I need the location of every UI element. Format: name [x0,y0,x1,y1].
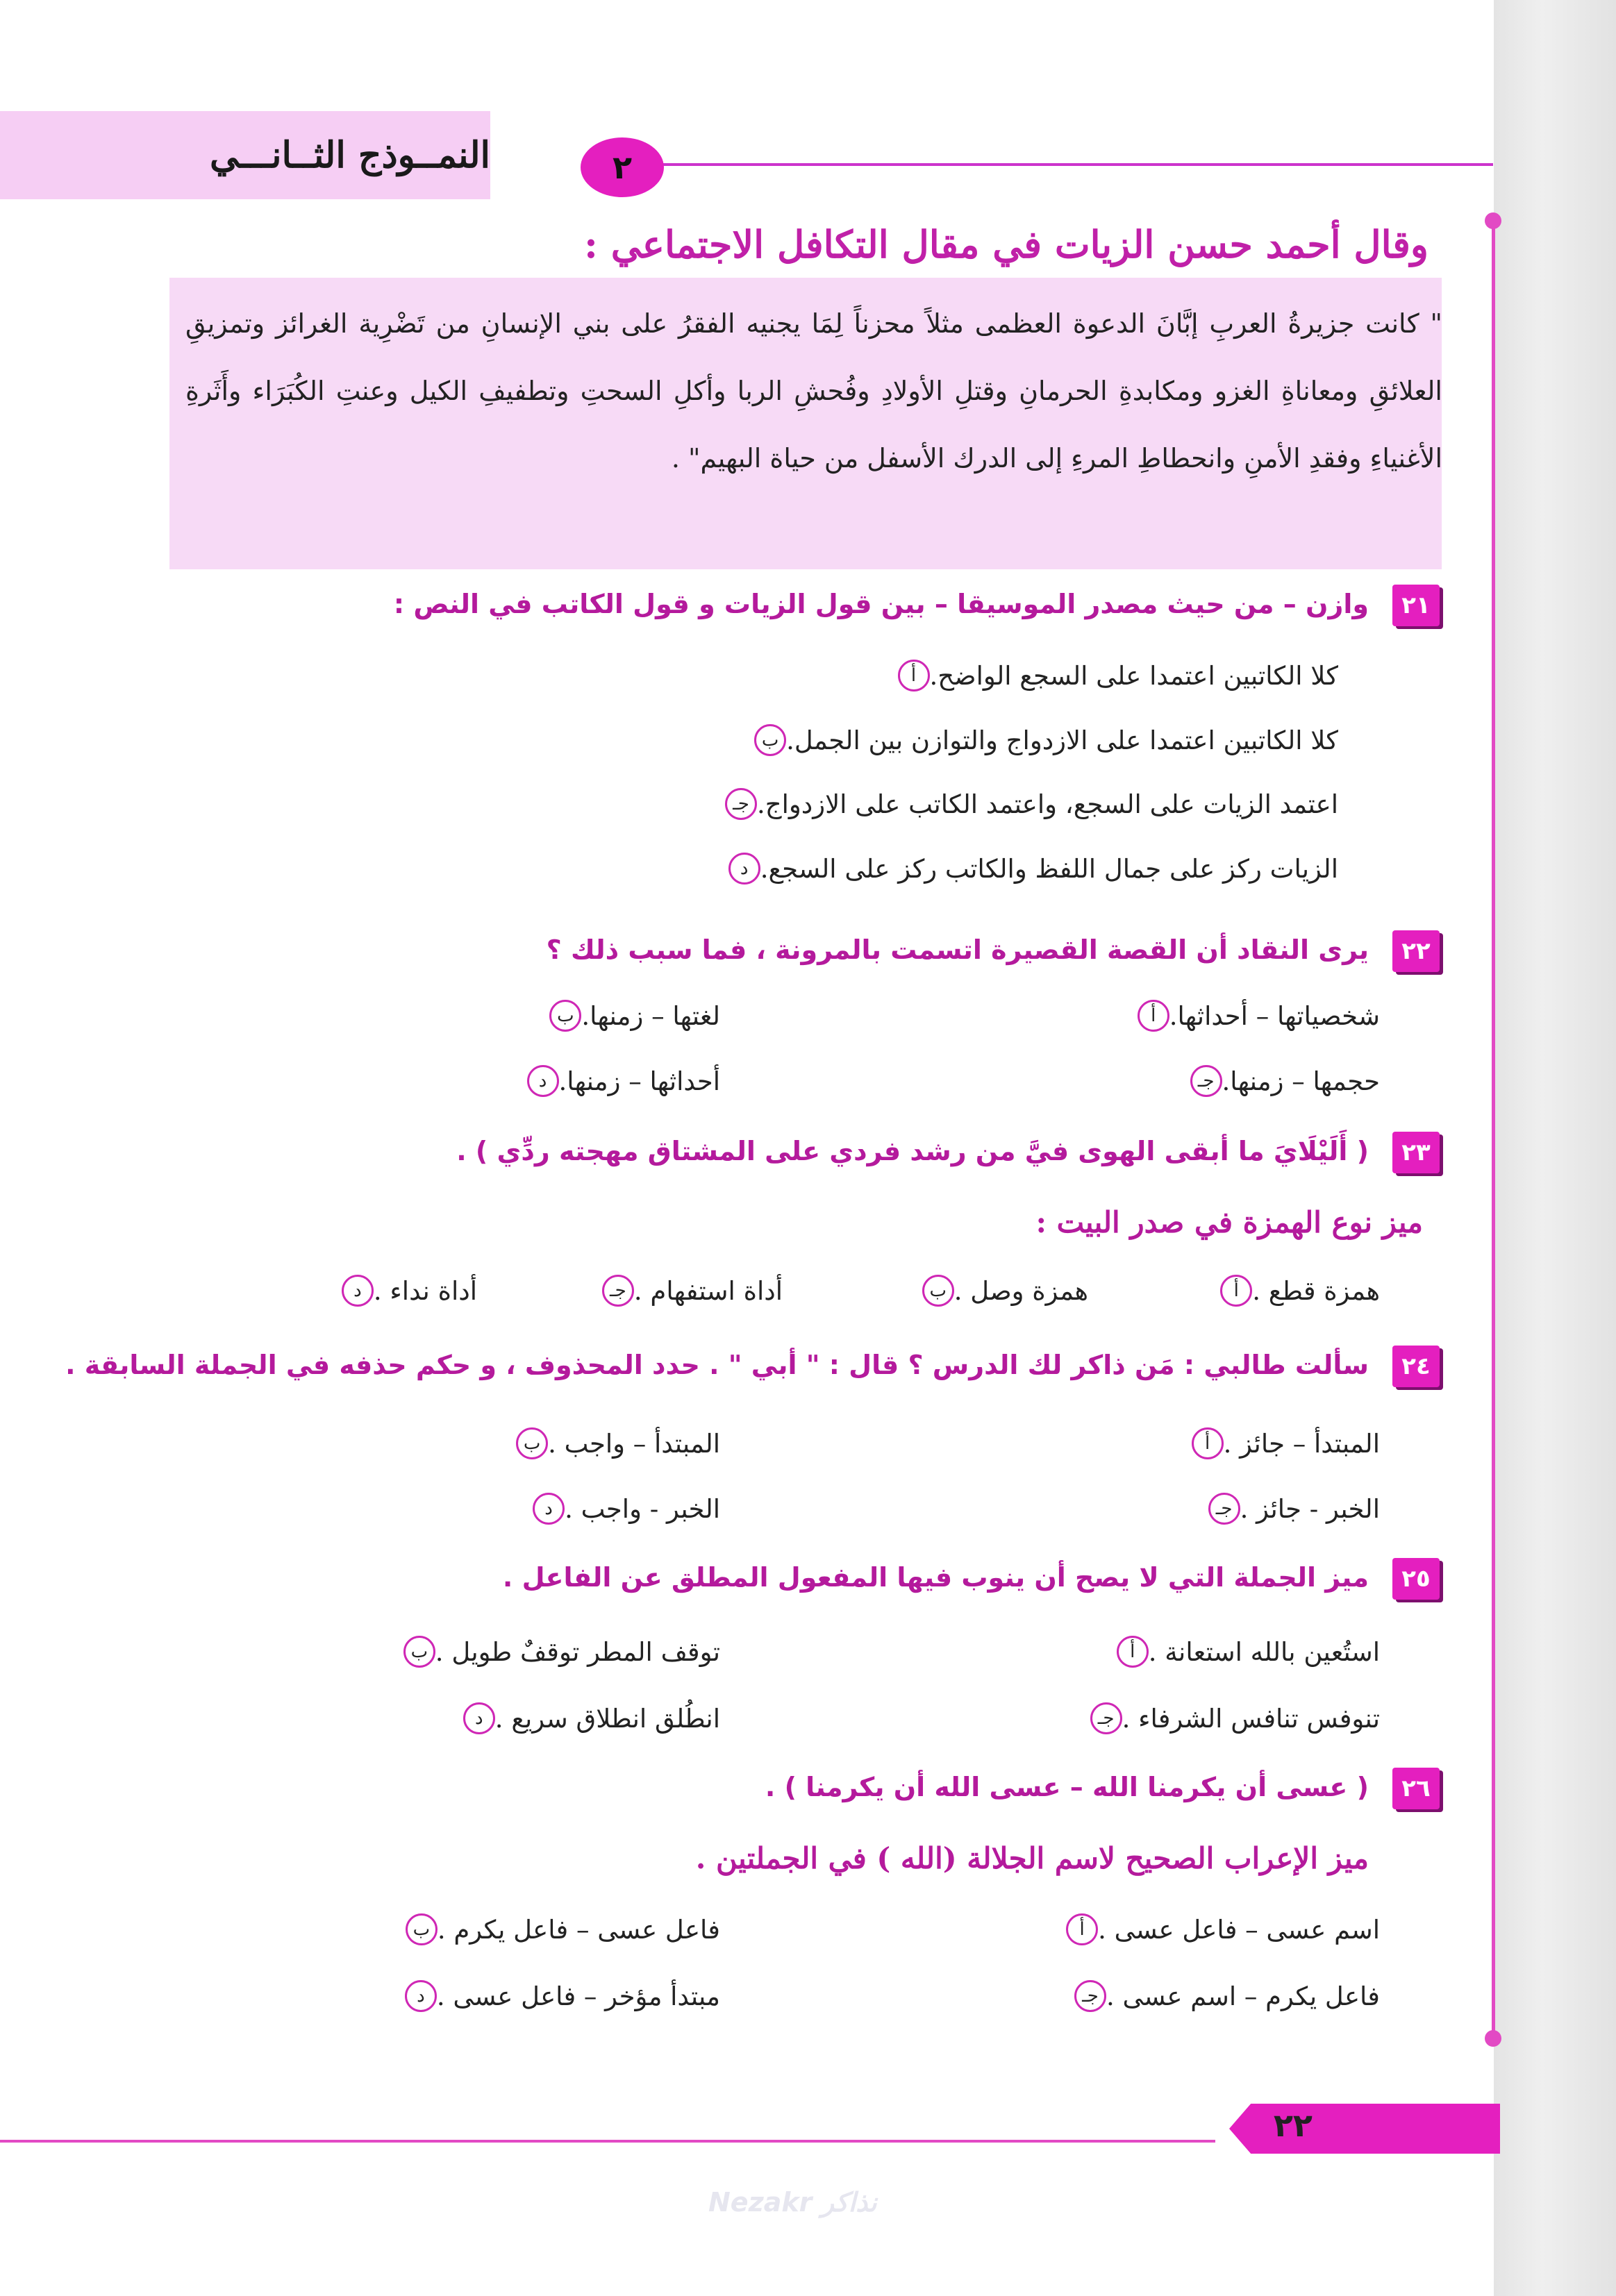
option-letter: د [342,1275,374,1307]
option-text: حجمها – زمنها. [1222,1066,1380,1096]
footer-divider [0,2140,1215,2143]
frame-line [1492,219,1495,2038]
option-text: أداة استفهام . [633,1275,783,1306]
option-letter: د [533,1493,565,1525]
option-text: اعتمد الزيات على السجع، واعتمد الكاتب على الازدواج. [756,789,1338,819]
question-subtext: ميز نوع الهمزة في صدر البيت : [1035,1205,1423,1239]
model-title: النمــوذج الثــانـــي [209,134,490,176]
option-c[interactable] [711,788,1338,820]
option-text: فاعل عسى – فاعل يكرم . [437,1914,720,1945]
option-text: همزة قطع . [1252,1275,1380,1306]
option-b[interactable] [392,1913,720,1945]
frame-dot-bottom [1485,2030,1501,2047]
option-letter: جـ [1208,1493,1240,1525]
question-number: ٢٣ [1392,1132,1440,1173]
option-text: توقف المطر توقفٌ طويل . [435,1636,720,1667]
option-d[interactable] [449,1702,720,1734]
option-b[interactable] [502,1427,720,1459]
option-text: استُعين بالله استعانة . [1148,1636,1380,1667]
question-text: ميز الجملة التي لا يصح أن ينوب فيها المفعول المطلق عن الفاعل . [502,1562,1369,1593]
option-letter: د [405,1980,437,2012]
option-text: كلا الكاتبين اعتمدا على الازدواج والتوازن بين الجمل. [786,725,1338,755]
option-a[interactable] [1124,1000,1380,1032]
option-text: الخبر - جائز . [1240,1493,1380,1524]
option-letter: أ [1066,1913,1098,1945]
option-text: المبتدأ – جائز . [1223,1428,1380,1459]
option-text: كلا الكاتبين اعتمدا على السجع الواضح. [929,660,1338,691]
question-subtext: ميز الإعراب الصحيح لاسم الجلالة (الله ) في الجملتين . [695,1841,1369,1875]
header-divider [611,163,1493,166]
option-letter: ب [922,1275,954,1307]
question-number: ٢٤ [1392,1346,1440,1387]
option-b[interactable] [390,1636,720,1668]
option-letter: جـ [1190,1065,1222,1097]
option-text: لغتها – زمنها. [581,1000,720,1031]
model-number-badge: ٢ [581,137,664,197]
frame-dot-top [1485,212,1501,229]
option-letter: أ [898,660,930,692]
option-text: همزة وصل . [953,1275,1088,1306]
option-letter: ب [403,1636,435,1668]
option-c[interactable] [1176,1065,1380,1097]
option-text: تنوفس تنافس الشرفاء . [1122,1703,1380,1734]
option-letter: جـ [1090,1702,1122,1734]
option-letter: أ [1138,1000,1169,1032]
watermark-logo: Nezakr نذاكر [708,2187,877,2218]
option-letter: د [527,1065,559,1097]
option-c[interactable] [1076,1702,1380,1734]
option-letter: جـ [725,788,757,820]
option-letter: ب [754,724,786,756]
option-text: أداة نداء . [373,1275,477,1306]
option-d[interactable] [519,1493,720,1525]
option-a[interactable] [1178,1427,1380,1459]
question-number: ٢٢ [1392,930,1440,972]
option-text: اسم عسى – فاعل عسى . [1098,1914,1380,1945]
option-d[interactable] [513,1065,720,1097]
option-text: الزيات ركز على جمال اللفظ والكاتب ركز على السجع. [760,853,1338,884]
option-text: مبتدأ مؤخر – فاعل عسى . [436,1981,720,2011]
option-text: الخبر - واجب . [565,1493,720,1524]
question-text: سألت طالبي : مَن ذاكر لك الدرس ؟ قال : " أبي " . حدد المحذوف ، و حكم حذفه في الجملة السابقة . [65,1350,1369,1380]
option-c[interactable] [588,1275,783,1307]
question-number: ٢٦ [1392,1768,1440,1809]
option-letter: جـ [602,1275,634,1307]
model-title-box [0,111,490,199]
option-b[interactable] [535,1000,720,1032]
option-text: المبتدأ – واجب . [548,1428,720,1459]
question-text: يرى النقاد أن القصة القصيرة اتسمت بالمرونة ، فما سبب ذلك ؟ [546,935,1369,965]
option-d[interactable] [391,1980,720,2012]
passage-text: " كانت جزيرةُ العربِ إبَّانَ الدعوة العظمى مثلاً محزناً لِمَا يجنيه الفقرُ على بني الإنسانِ من تَضْرِية الغرائز وتمزيقِ العلائقِ ومعاناةِ الغزو ومكابدةِ الحرمانِ وقتلِ الأولادِ وفُحشِ الربا وأكلِ السحتِ وتطفيفِ الكيل وعنتِ الكُبَرَاء وأَثَرةِ الأغنياءِ وفقدِ الأمنِ وانحطاطِ المرءِ إلى الدرك الأسفل من حياة البهيم" . [185,308,1442,474]
option-b[interactable] [908,1275,1088,1307]
question-number: ٢١ [1392,585,1440,626]
question-text: ( أَلَيْلَايَ ما أبقى الهوى فيَّ من رشد فردي على المشتاق مهجته ردِّي ) . [456,1136,1369,1166]
option-letter: أ [1192,1427,1224,1459]
option-letter: د [463,1702,495,1734]
option-d[interactable] [328,1275,477,1307]
option-c[interactable] [1060,1980,1380,2012]
option-letter: جـ [1074,1980,1106,2012]
page-edge-strip [1494,0,1616,2296]
option-letter: أ [1117,1636,1149,1668]
option-a[interactable] [884,660,1338,692]
option-letter: د [728,853,760,885]
option-text: انطُلق انطلاق سريع . [494,1703,720,1734]
option-letter: ب [549,1000,581,1032]
option-a[interactable] [1103,1636,1380,1668]
option-a[interactable] [1206,1275,1380,1307]
option-d[interactable] [715,853,1338,885]
option-letter: ب [516,1427,548,1459]
question-text: ( عسى أن يكرمنا الله – عسى الله أن يكرمنا ) . [765,1772,1369,1802]
page-number: ٢٢ [1273,2106,1313,2144]
option-letter: ب [406,1913,438,1945]
option-text: فاعل يكرم – اسم عسى . [1106,1981,1380,2011]
option-text: أحداثها – زمنها. [558,1066,720,1096]
option-a[interactable] [1052,1913,1380,1945]
question-text: وازن – من حيث مصدر الموسيقا – بين قول الزيات و قول الكاتب في النص : [393,589,1369,619]
question-number: ٢٥ [1392,1558,1440,1600]
option-c[interactable] [1194,1493,1380,1525]
option-letter: أ [1220,1275,1252,1307]
passage-heading: وقال أحمد حسن الزيات في مقال التكافل الاجتماعي : [584,222,1428,267]
option-text: شخصياتها – أحداثها. [1169,1000,1380,1031]
option-b[interactable] [740,724,1338,756]
